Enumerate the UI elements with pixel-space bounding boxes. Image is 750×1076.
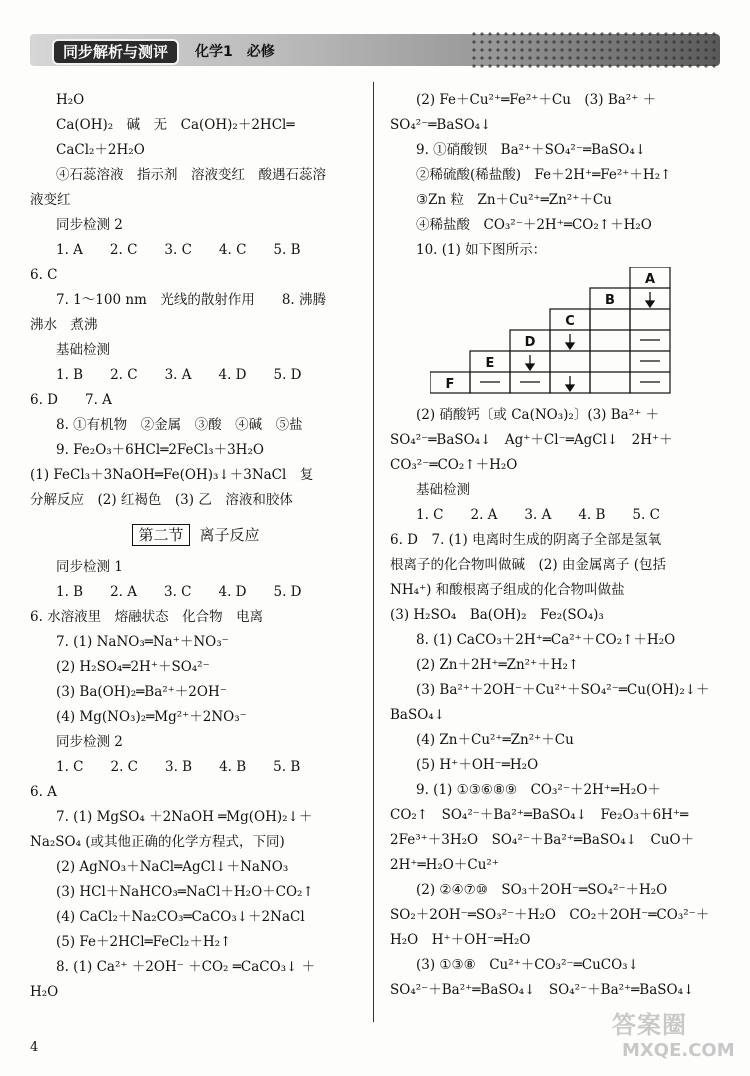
- header-dot-pattern: [470, 30, 720, 70]
- right-column: [390, 88, 720, 1003]
- text-line: 10. (1) 如下图所示：: [416, 242, 547, 258]
- text-line: (2) AgNO₃＋NaCl═AgCl↓＋NaNO₃: [56, 859, 289, 875]
- text-line: 9. (1) ①③⑥⑧⑨ CO₃²⁻＋2H⁺═H₂O＋: [416, 782, 661, 798]
- stair-label-e: E: [485, 356, 495, 371]
- text-line: (3) HCl＋NaHCO₃═NaCl＋H₂O＋CO₂↑: [56, 884, 314, 900]
- text-line: 1. C 2. A 3. A 4. B 5. C: [416, 507, 660, 523]
- text-line: CO₂↑ SO₄²⁻＋Ba²⁺═BaSO₄↓ Fe₂O₃＋6H⁺═: [390, 807, 689, 823]
- text-line: (3) ①③⑧ Cu²⁺＋CO₃²⁻═CuCO₃↓: [416, 957, 639, 973]
- book-subtitle: 化学1 必修: [195, 44, 275, 60]
- text-line: SO₂＋2OH⁻═SO₃²⁻＋H₂O CO₂＋2OH⁻═CO₃²⁻＋: [390, 907, 710, 923]
- text-line: 8. (1) Ca²⁺ ＋2OH⁻ ＋CO₂ ═CaCO₃↓ ＋: [56, 959, 316, 975]
- text-line: 9. ①硝酸钡 Ba²⁺＋SO₄²⁻═BaSO₄↓: [416, 142, 647, 158]
- text-line: 7. (1) NaNO₃═Na⁺＋NO₃⁻: [56, 634, 229, 650]
- text-line: SO₄²⁻═BaSO₄↓: [390, 117, 492, 133]
- text-line: (1) FeCl₃＋3NaOH═Fe(OH)₃↓＋3NaCl 复: [30, 467, 314, 483]
- stair-label-c: C: [565, 314, 575, 329]
- text-line: (3) Ba²⁺＋2OH⁻＋Cu²⁺＋SO₄²⁻═Cu(OH)₂↓＋: [416, 682, 710, 698]
- text-line: H₂O H⁺＋OH⁻═H₂O: [390, 932, 531, 948]
- text-line: 同步检测 2: [56, 734, 123, 750]
- text-line: Ca(OH)₂ 碱 无 Ca(OH)₂＋2HCl═: [56, 117, 295, 133]
- text-line: 6. C: [30, 267, 58, 283]
- text-line: (4) Zn＋Cu²⁺═Zn²⁺＋Cu: [416, 732, 574, 748]
- text-line: 分解反应 (2) 红褐色 (3) 乙 溶液和胶体: [30, 492, 293, 508]
- page-header: [30, 30, 720, 70]
- text-line: 6. A: [30, 784, 57, 800]
- left-column: [30, 88, 362, 1005]
- text-line: 沸水 煮沸: [30, 317, 98, 333]
- page-number: 4: [30, 1040, 39, 1055]
- text-line: 8. (1) CaCO₃＋2H⁺═Ca²⁺＋CO₂↑＋H₂O: [416, 632, 676, 648]
- book-title-tag: 同步解析与测评: [52, 39, 179, 65]
- text-line: ④稀盐酸 CO₃²⁻＋2H⁺═CO₂↑＋H₂O: [416, 217, 652, 233]
- stair-label-a: A: [644, 272, 656, 287]
- text-line: BaSO₄↓: [390, 707, 446, 723]
- stair-label-f: F: [445, 377, 455, 392]
- text-line: CaCl₂＋2H₂O: [56, 142, 145, 158]
- text-line: (3) Ba(OH)₂═Ba²⁺＋2OH⁻: [56, 684, 227, 700]
- staircase-svg: [430, 267, 690, 397]
- text-line: NH₄⁺) 和酸根离子组成的化合物叫做盐: [390, 582, 625, 598]
- text-line: H₂O: [56, 92, 85, 108]
- text-line: ②稀硫酸(稀盐酸) Fe＋2H⁺═Fe²⁺＋H₂↑: [416, 167, 672, 183]
- stair-label-d: D: [524, 335, 536, 350]
- text-line: 9. Fe₂O₃＋6HCl═2FeCl₃＋3H₂O: [56, 442, 264, 458]
- text-line: (2) ②④⑦⑩ SO₃＋2OH⁻═SO₄²⁻＋H₂O: [416, 882, 668, 898]
- text-line: 7. (1) MgSO₄ ＋2NaOH ═Mg(OH)₂↓＋: [56, 809, 313, 825]
- text-line: (5) Fe＋2HCl═FeCl₂＋H₂↑: [56, 934, 232, 950]
- text-line: (2) H₂SO₄═2H⁺＋SO₄²⁻: [56, 659, 210, 675]
- watermark-logo: 答案圈: [612, 1011, 687, 1039]
- column-divider: [373, 82, 374, 1022]
- text-line: 7. 1～100 nm 光线的散射作用 8. 沸腾: [56, 292, 326, 308]
- text-line: 基础检测: [56, 342, 110, 358]
- right-lines-part2: [390, 403, 720, 1003]
- text-line: (4) Mg(NO₃)₂═Mg²⁺＋2NO₃⁻: [56, 709, 247, 725]
- text-line: 6. D 7. (1) 电离时生成的阴离子全部是氢氧: [390, 532, 662, 548]
- text-line: 1. B 2. C 3. A 4. D 5. D: [56, 367, 302, 383]
- text-line: (4) CaCl₂＋Na₂CO₃═CaCO₃↓＋2NaCl: [56, 909, 305, 925]
- text-line: (2) Zn＋2H⁺═Zn²⁺＋H₂↑: [416, 657, 580, 673]
- text-line: 8. ①有机物 ②金属 ③酸 ④碱 ⑤盐: [56, 417, 303, 433]
- text-line: 1. B 2. A 3. C 4. D 5. D: [56, 584, 302, 600]
- text-line: ④石蕊溶液 指示剂 溶液变红 酸遇石蕊溶: [56, 167, 326, 183]
- text-line: 同步检测 1: [56, 559, 123, 575]
- watermark-url: MXQE.COM: [622, 1040, 735, 1061]
- right-lines-part1: [390, 88, 720, 263]
- text-line: 6. 水溶液里 熔融状态 化合物 电离: [30, 609, 264, 625]
- section-number: 第二节: [132, 524, 189, 546]
- stair-label-b: B: [605, 293, 615, 308]
- text-line: ③Zn 粒 Zn＋Cu²⁺═Zn²⁺＋Cu: [416, 192, 612, 208]
- text-line: (5) H⁺＋OH⁻═H₂O: [416, 757, 539, 773]
- text-line: 2H⁺═H₂O＋Cu²⁺: [390, 857, 499, 873]
- text-line: 液变红: [30, 192, 71, 208]
- text-line: 2Fe³⁺＋3H₂O SO₄²⁻＋Ba²⁺═BaSO₄↓ CuO＋: [390, 832, 695, 848]
- section-title: 离子反应: [199, 526, 260, 544]
- text-line: 同步检测 2: [56, 217, 123, 233]
- text-line: (3) H₂SO₄ Ba(OH)₂ Fe₂(SO₄)₃: [390, 607, 604, 623]
- text-line: 基础检测: [416, 482, 470, 498]
- text-line: 6. D 7. A: [30, 392, 112, 408]
- section-heading: [30, 521, 362, 549]
- text-line: 1. A 2. C 3. C 4. C 5. B: [56, 242, 301, 258]
- text-line: SO₄²⁻═BaSO₄↓ Ag⁺＋Cl⁻═AgCl↓ 2H⁺＋: [390, 432, 673, 448]
- left-lines-part2: [30, 555, 362, 1005]
- text-line: H₂O: [30, 984, 59, 1000]
- staircase-diagram: [430, 267, 690, 397]
- left-lines-part1: [30, 88, 362, 513]
- text-line: SO₄²⁻＋Ba²⁺═BaSO₄↓ SO₄²⁻＋Ba²⁺═BaSO₄↓: [390, 982, 695, 998]
- text-line: (2) 硝酸钙〔或 Ca(NO₃)₂〕(3) Ba²⁺ ＋: [416, 407, 660, 423]
- text-line: CO₃²⁻═CO₂↑＋H₂O: [390, 457, 518, 473]
- text-line: Na₂SO₄ (或其他正确的化学方程式，下同): [30, 834, 285, 850]
- text-line: 根离子的化合物叫做碱 (2) 由金属离子 (包括: [390, 557, 666, 573]
- text-line: (2) Fe＋Cu²⁺═Fe²⁺＋Cu (3) Ba²⁺ ＋: [416, 92, 657, 108]
- text-line: 1. C 2. C 3. B 4. B 5. B: [56, 759, 301, 775]
